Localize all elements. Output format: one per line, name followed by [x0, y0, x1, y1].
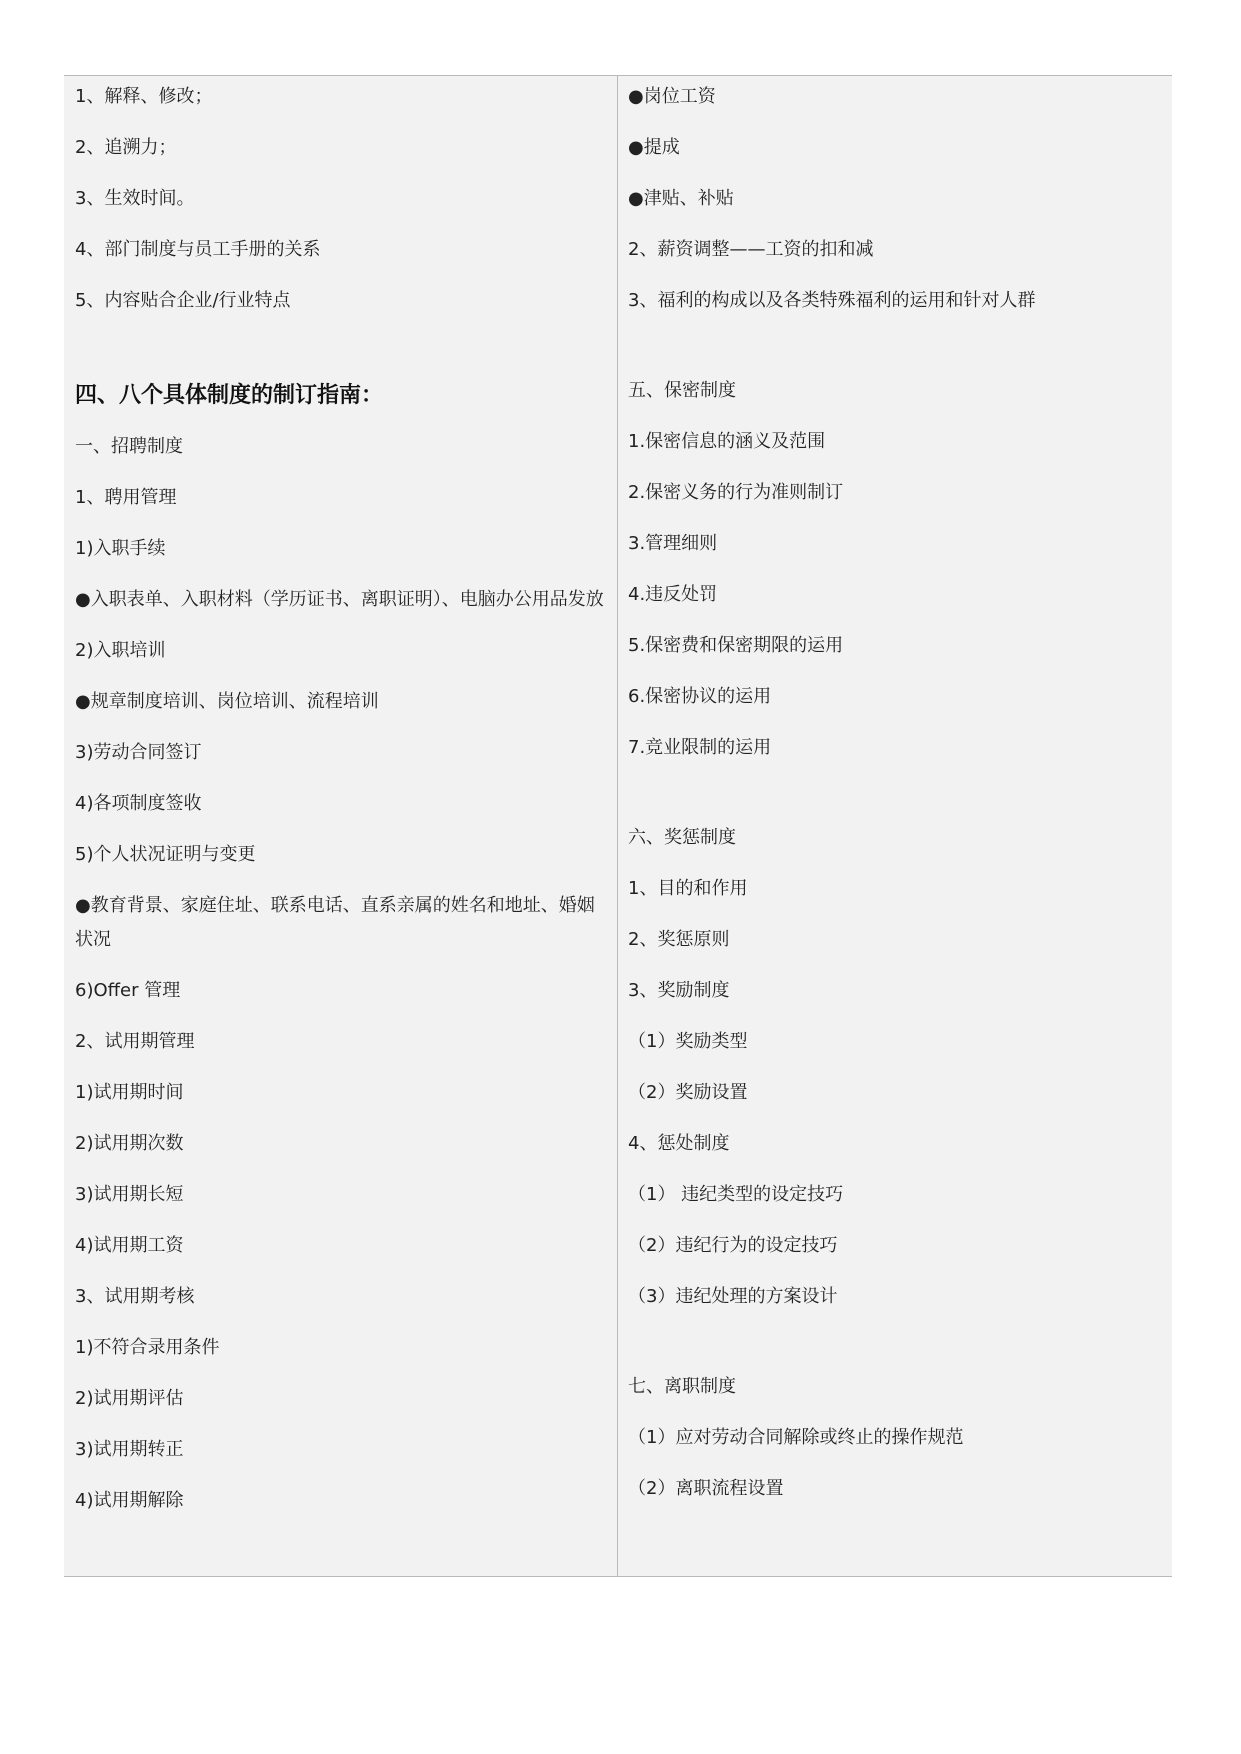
list-item: ●提成: [628, 137, 680, 158]
subsection-title: 一、招聘制度: [75, 436, 183, 457]
list-item: 6.保密协议的运用: [628, 686, 772, 707]
right-column: [618, 76, 1172, 1576]
list-item: （3）违纪处理的方案设计: [628, 1286, 838, 1307]
list-item: 1、解释、修改；: [75, 86, 213, 107]
list-item: （1） 违纪类型的设定技巧: [628, 1184, 844, 1205]
list-item: 2)试用期评估: [75, 1388, 184, 1409]
list-item: 1)入职手续: [75, 538, 166, 559]
list-item: 3)试用期转正: [75, 1439, 184, 1460]
list-item: （1）应对劳动合同解除或终止的操作规范: [628, 1427, 964, 1448]
list-item: 3、奖励制度: [628, 980, 730, 1001]
list-item: 2、追溯力；: [75, 137, 177, 158]
left-column: [64, 76, 618, 1576]
resignation-title: 七、离职制度: [628, 1376, 736, 1397]
list-item: 4.违反处罚: [628, 584, 718, 605]
list-item: 5)个人状况证明与变更: [75, 844, 256, 865]
list-item: 3)试用期长短: [75, 1184, 184, 1205]
document-table: [64, 75, 1172, 1577]
list-item: 2.保密义务的行为准则制订: [628, 482, 844, 503]
section-spacer: [628, 1331, 1162, 1370]
list-item: 4)试用期解除: [75, 1490, 184, 1511]
list-item: （2）奖励设置: [628, 1082, 748, 1103]
list-item: 2)试用期次数: [75, 1133, 184, 1154]
list-item: 2、试用期管理: [75, 1031, 195, 1052]
list-item: （1）奖励类型: [628, 1031, 748, 1052]
list-item: 5.保密费和保密期限的运用: [628, 635, 844, 656]
list-item: 4)试用期工资: [75, 1235, 184, 1256]
list-item: 3、生效时间。: [75, 188, 195, 209]
list-item: ●规章制度培训、岗位培训、流程培训: [75, 691, 379, 712]
list-item: 3.管理细则: [628, 533, 718, 554]
list-item: 3、福利的构成以及各类特殊福利的运用和针对人群: [628, 290, 1036, 311]
list-item: 7.竞业限制的运用: [628, 737, 772, 758]
list-item: 1)试用期时间: [75, 1082, 184, 1103]
list-item: ●津贴、补贴: [628, 188, 734, 209]
confidentiality-title: 五、保密制度: [628, 380, 736, 401]
list-item: 3)劳动合同签订: [75, 742, 202, 763]
list-item: 4)各项制度签收: [75, 793, 202, 814]
list-item: 1.保密信息的涵义及范围: [628, 431, 826, 452]
section-spacer: [628, 335, 1162, 374]
list-item: （2）离职流程设置: [628, 1478, 784, 1499]
list-item: 4、部门制度与员工手册的关系: [75, 239, 321, 260]
list-item: 2)入职培训: [75, 640, 166, 661]
list-item: ●入职表单、入职材料（学历证书、离职证明）、电脑办公用品发放: [75, 589, 604, 610]
list-item: （2）违纪行为的设定技巧: [628, 1235, 838, 1256]
list-item: ●岗位工资: [628, 86, 716, 107]
list-item: 5、内容贴合企业/行业特点: [75, 290, 291, 311]
list-item: ●教育背景、家庭住址、联系电话、直系亲属的姓名和地址、婚姻状况: [75, 895, 595, 950]
list-item: 2、薪资调整——工资的扣和减: [628, 239, 874, 260]
list-item: 1)不符合录用条件: [75, 1337, 220, 1358]
list-item: 1、聘用管理: [75, 487, 177, 508]
list-item: 2、奖惩原则: [628, 929, 730, 950]
list-item: 3、试用期考核: [75, 1286, 195, 1307]
section-heading: 四、八个具体制度的制订指南：: [75, 383, 384, 408]
section-spacer: [75, 335, 607, 379]
list-item: 6)Offer 管理: [75, 980, 181, 1001]
rewards-title: 六、奖惩制度: [628, 827, 736, 848]
list-item: 1、目的和作用: [628, 878, 748, 899]
list-item: 4、惩处制度: [628, 1133, 730, 1154]
section-spacer: [628, 782, 1162, 821]
